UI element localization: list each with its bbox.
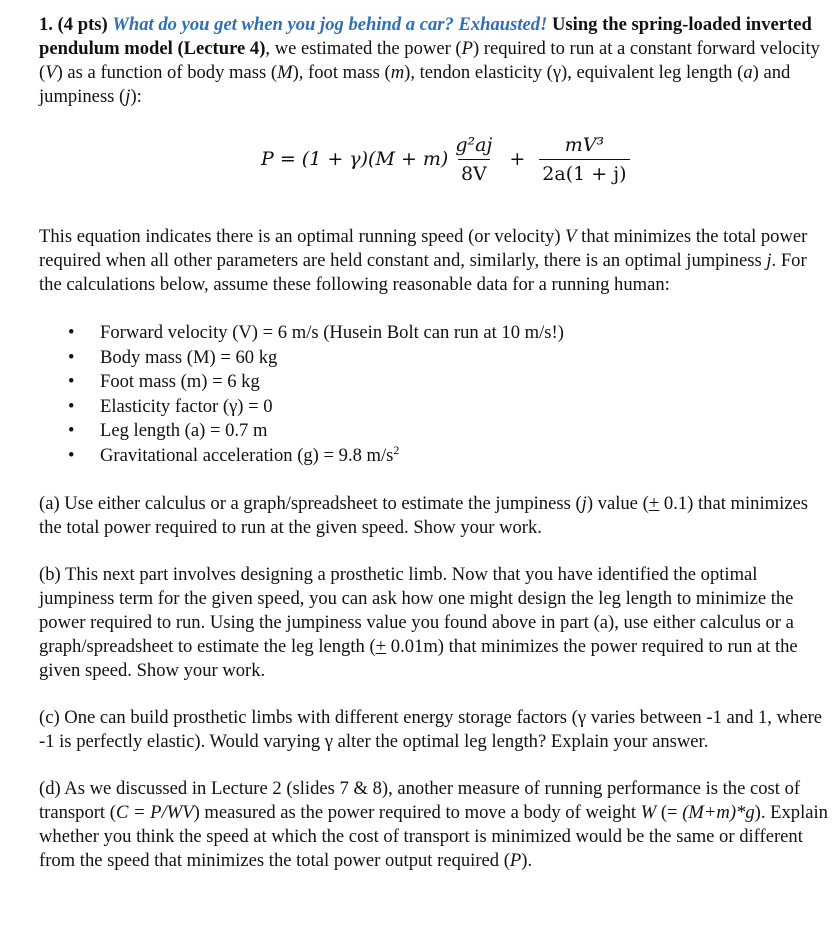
part-c: (c) One can build prosthetic limbs with different energy storage factors (γ varies between -1 and 1, where -1 is perfectly elastic). Would varying γ alter the optimal leg length? Explain your answer. <box>39 706 823 752</box>
bullet-icon: • <box>68 395 75 417</box>
list-item: • Leg length (a) = 0.7 m <box>39 419 829 444</box>
equation-fraction-1 <box>452 133 495 186</box>
list-item: • Gravitational acceleration (g) = 9.8 $m/s^2$ <box>39 444 829 469</box>
equation-fraction-2 <box>539 133 629 186</box>
equation-lhs: P = (1 + γ)(M + m) <box>261 148 449 170</box>
intro-bold: Using the spring-loaded inverted pendulum model (Lecture 4) <box>39 14 812 59</box>
bullet-icon: • <box>68 371 75 393</box>
parameter-list <box>39 321 829 469</box>
part-d: (d) As we discussed in Lecture 2 (slides 7 & 8), another measure of running performance is the cost of transport (C = P/WV) measured as the power required to move a body of weight W (= (M+m)*g). Explain whether you think the speed at which the cost of transport is minimized would be the same or different from the speed that minimizes the total power output required (P). <box>39 777 828 871</box>
power-equation <box>39 123 829 195</box>
list-item: • Body mass (M) = 60 kg <box>39 346 829 371</box>
fraction-1-numerator: g²aj <box>455 133 493 156</box>
fraction-2-denominator: 2a(1 + j) <box>539 159 629 186</box>
equation-plus: + <box>509 148 526 170</box>
superscript: 2 <box>393 442 400 457</box>
list-item: • Forward velocity (V) = 6 m/s (Husein Bolt can run at 10 m/s!) <box>39 321 829 346</box>
bullet-icon: • <box>68 322 75 343</box>
part-a: (a) Use either calculus or a graph/spreadsheet to estimate the jumpiness (j) value (+ 0.1) that minimizes the total power required to run at the given speed. Show your work. <box>39 492 809 538</box>
problem-number: 1. <box>39 14 53 35</box>
bullet-icon: • <box>68 444 75 466</box>
list-item: • Elasticity factor (γ) = 0 <box>39 395 829 420</box>
fraction-2-numerator: mV³ <box>564 133 605 156</box>
joke-text: What do you get when you jog behind a car? Exhausted! <box>112 14 548 35</box>
list-item: • Foot mass (m) = 6 kg <box>39 370 829 395</box>
paragraph-optimal-speed: This equation indicates there is an optimal running speed (or velocity) V that minimizes the total power required when all other parameters are held constant and, similarly, there is an optimal jumpiness j. For the calculations below, assume these following reasonable data for a running human: <box>39 226 808 295</box>
bullet-icon: • <box>68 346 75 368</box>
part-b: (b) This next part involves designing a prosthetic limb. Now that you have identified the optimal jumpiness term for the given speed, you can ask how one might design the leg length to minimize the power required to run. Using the jumpiness value you found above in part (a), use either calculus or a graph/spreadsheet to estimate the leg length (+ 0.01m) that minimizes the power required to run at the given speed. Show your work. <box>39 563 798 681</box>
bullet-icon: • <box>68 420 75 442</box>
problem-points: (4 pts) <box>57 14 108 35</box>
fraction-1-denominator: 8V <box>458 159 490 186</box>
problem-intro: 1. (4 pts) What do you get when you jog behind a car? Exhausted! Using the spring-loaded inverted pendulum model (Lecture 4), we estimated the power (P) required to run at a constant forward velocity (V) as a function of body mass (M), foot mass (m), tendon elasticity (γ), equivalent leg length (a) and jumpiness (j): <box>39 14 820 107</box>
homework-page <box>39 13 829 873</box>
